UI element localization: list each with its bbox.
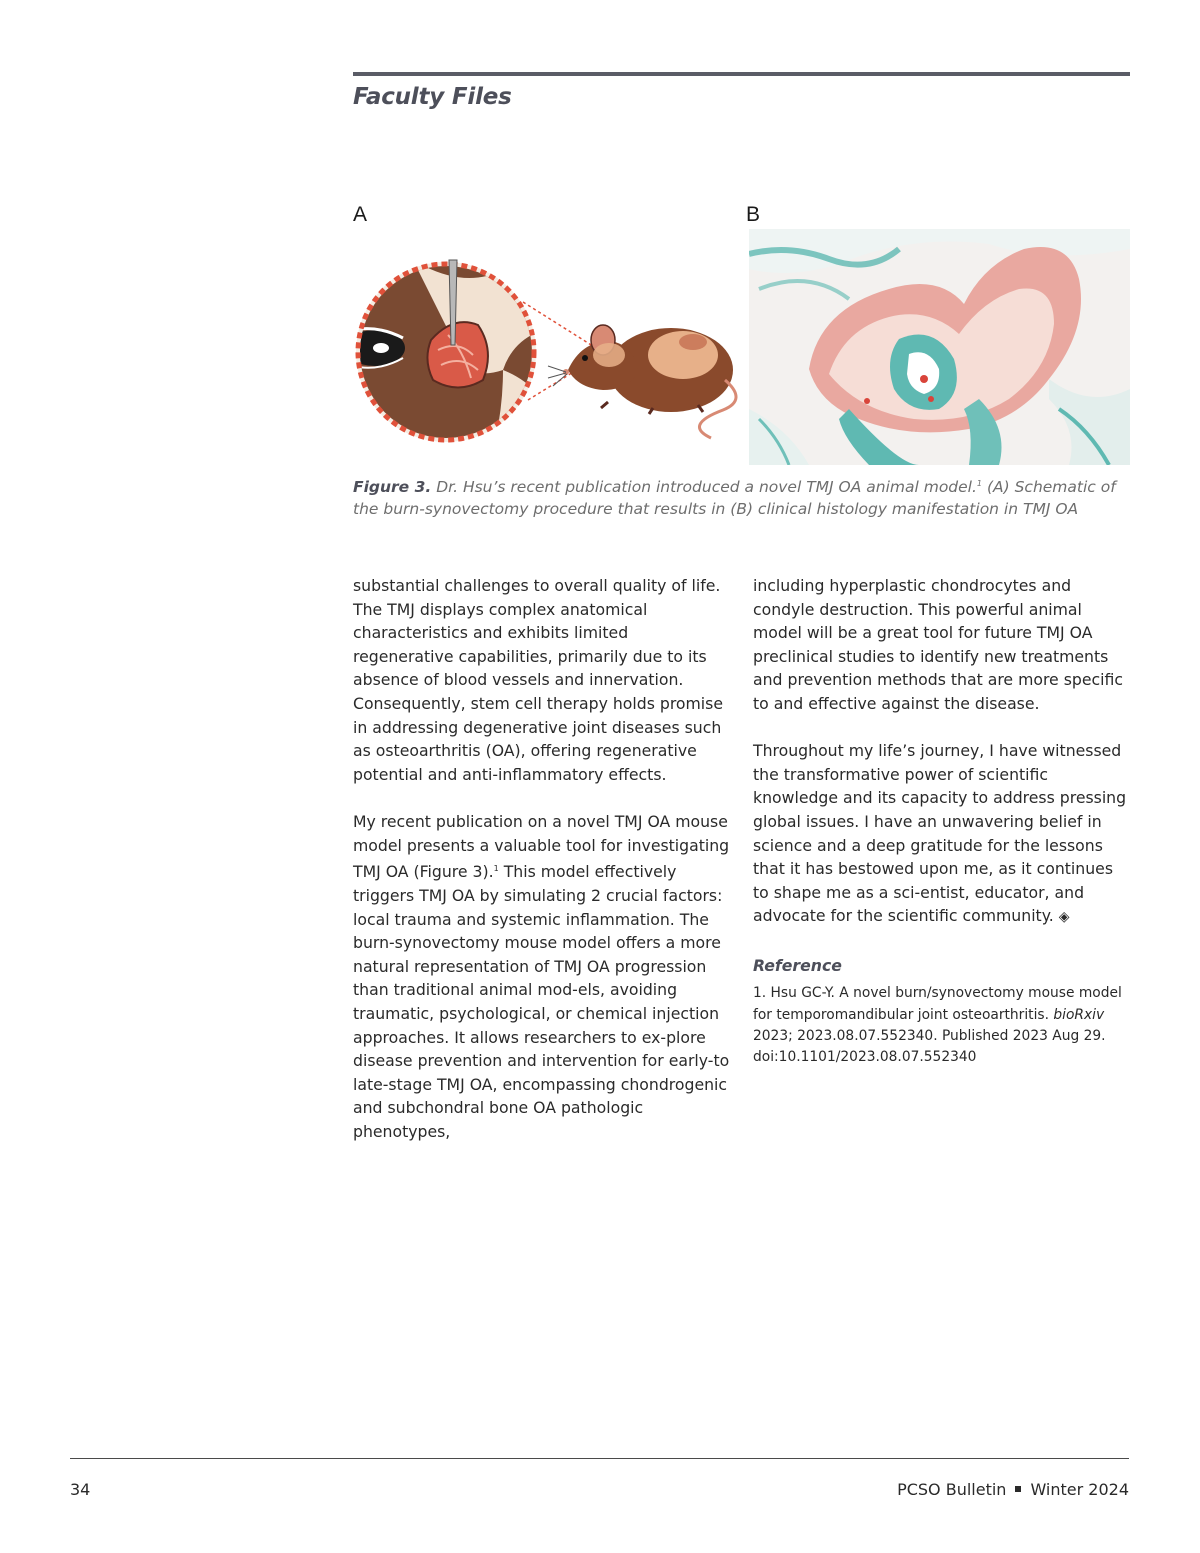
header-rule [353, 72, 1130, 76]
paragraph-text: Throughout my life’s journey, I have witnessed the transformative power of scientific knowledge and its capacity to address pressing global issues. I have an unwavering belief in science and a deep gratitude for the lessons that it has bestowed upon me, as it continues to shape me as a sci-entist, educator, and advocate for the scientific community. [753, 741, 1127, 926]
end-of-article-icon: ◈ [1058, 909, 1070, 926]
page-number: 34 [70, 1480, 91, 1499]
publication-name: PCSO Bulletin [897, 1480, 1007, 1499]
figure-caption [353, 473, 1130, 520]
reference-text: 2023; 2023.08.07.552340. Published 2023 Aug 29. doi:10.1101/2023.08.07.552340 [753, 1027, 1106, 1066]
paragraph [753, 739, 1131, 930]
reference-text: 1. Hsu GC-Y. A novel burn/synovectomy mouse model for temporomandibular joint osteoarthritis. [753, 985, 1122, 1023]
separator-square-icon [1015, 1486, 1021, 1492]
reference-journal: bioRxiv [1053, 1006, 1105, 1023]
figure-caption-label: Figure 3. [353, 478, 432, 497]
figure-caption-text-1: Dr. Hsu’s recent publication introduced a novel TMJ OA animal model. [436, 478, 977, 497]
figure-caption-citation: 1 [976, 479, 983, 488]
citation-superscript: 1 [493, 864, 499, 874]
paragraph [353, 810, 731, 1144]
figure-panel-a-label: A [353, 203, 368, 226]
surgical-instrument [449, 260, 457, 345]
paragraph-text: My recent publication on a novel TMJ OA mouse model presents a valuable tool for investigating TMJ OA (Figure 3). [353, 811, 730, 882]
paragraph: substantial challenges to overall quality of life. The TMJ displays complex anatomical characteristics and exhibits limited regenerative capabilities, primarily due to its absence of blood vessels and innervation. Consequently, stem cell therapy holds promise in addressing degenerative joint diseases such as osteoarthritis (OA), offering regenerative potential and anti-inflammatory effects. [353, 576, 723, 784]
figure-panel-b-histology [749, 229, 1130, 465]
mouse-illustration [548, 325, 736, 438]
footer-rule [70, 1458, 1129, 1459]
reference-item [753, 983, 1131, 1069]
paragraph-text: This model effectively triggers TMJ OA by simulating 2 crucial factors: local trauma and systemic inflammation. The burn-synovectomy mouse model offers a more natural representation of TMJ OA progression than traditional animal mod-els, avoiding traumatic, psychological, or chemical injection approaches. It allows researchers to ex-plore disease prevention and intervention for early-to late-stage TMJ OA, encompassing chondrogenic and subchondral bone OA pathologic phenotypes, [353, 862, 730, 1141]
footer-publication [897, 1480, 1129, 1499]
article-column-left [353, 574, 731, 1167]
figure-panel-b-label: B [746, 203, 761, 226]
zoom-circle-content [353, 260, 543, 450]
reference-heading: Reference [753, 955, 842, 975]
issue-name: Winter 2024 [1030, 1480, 1129, 1499]
article-column-right [753, 574, 1131, 1092]
section-title: Faculty Files [353, 84, 512, 110]
paragraph: including hyperplastic chondrocytes and condyle destruction. This powerful animal model will be a great tool for future TMJ OA preclinical studies to identify new treatments and prevention methods that are more specific to and effective against the disease. [753, 576, 1123, 713]
figure-caption-text-2: (A) Schematic of the burn-synovectomy procedure that results in (B) clinical histology manifestation in TMJ OA [353, 478, 1116, 518]
figure-panel-a-schematic [353, 230, 743, 466]
